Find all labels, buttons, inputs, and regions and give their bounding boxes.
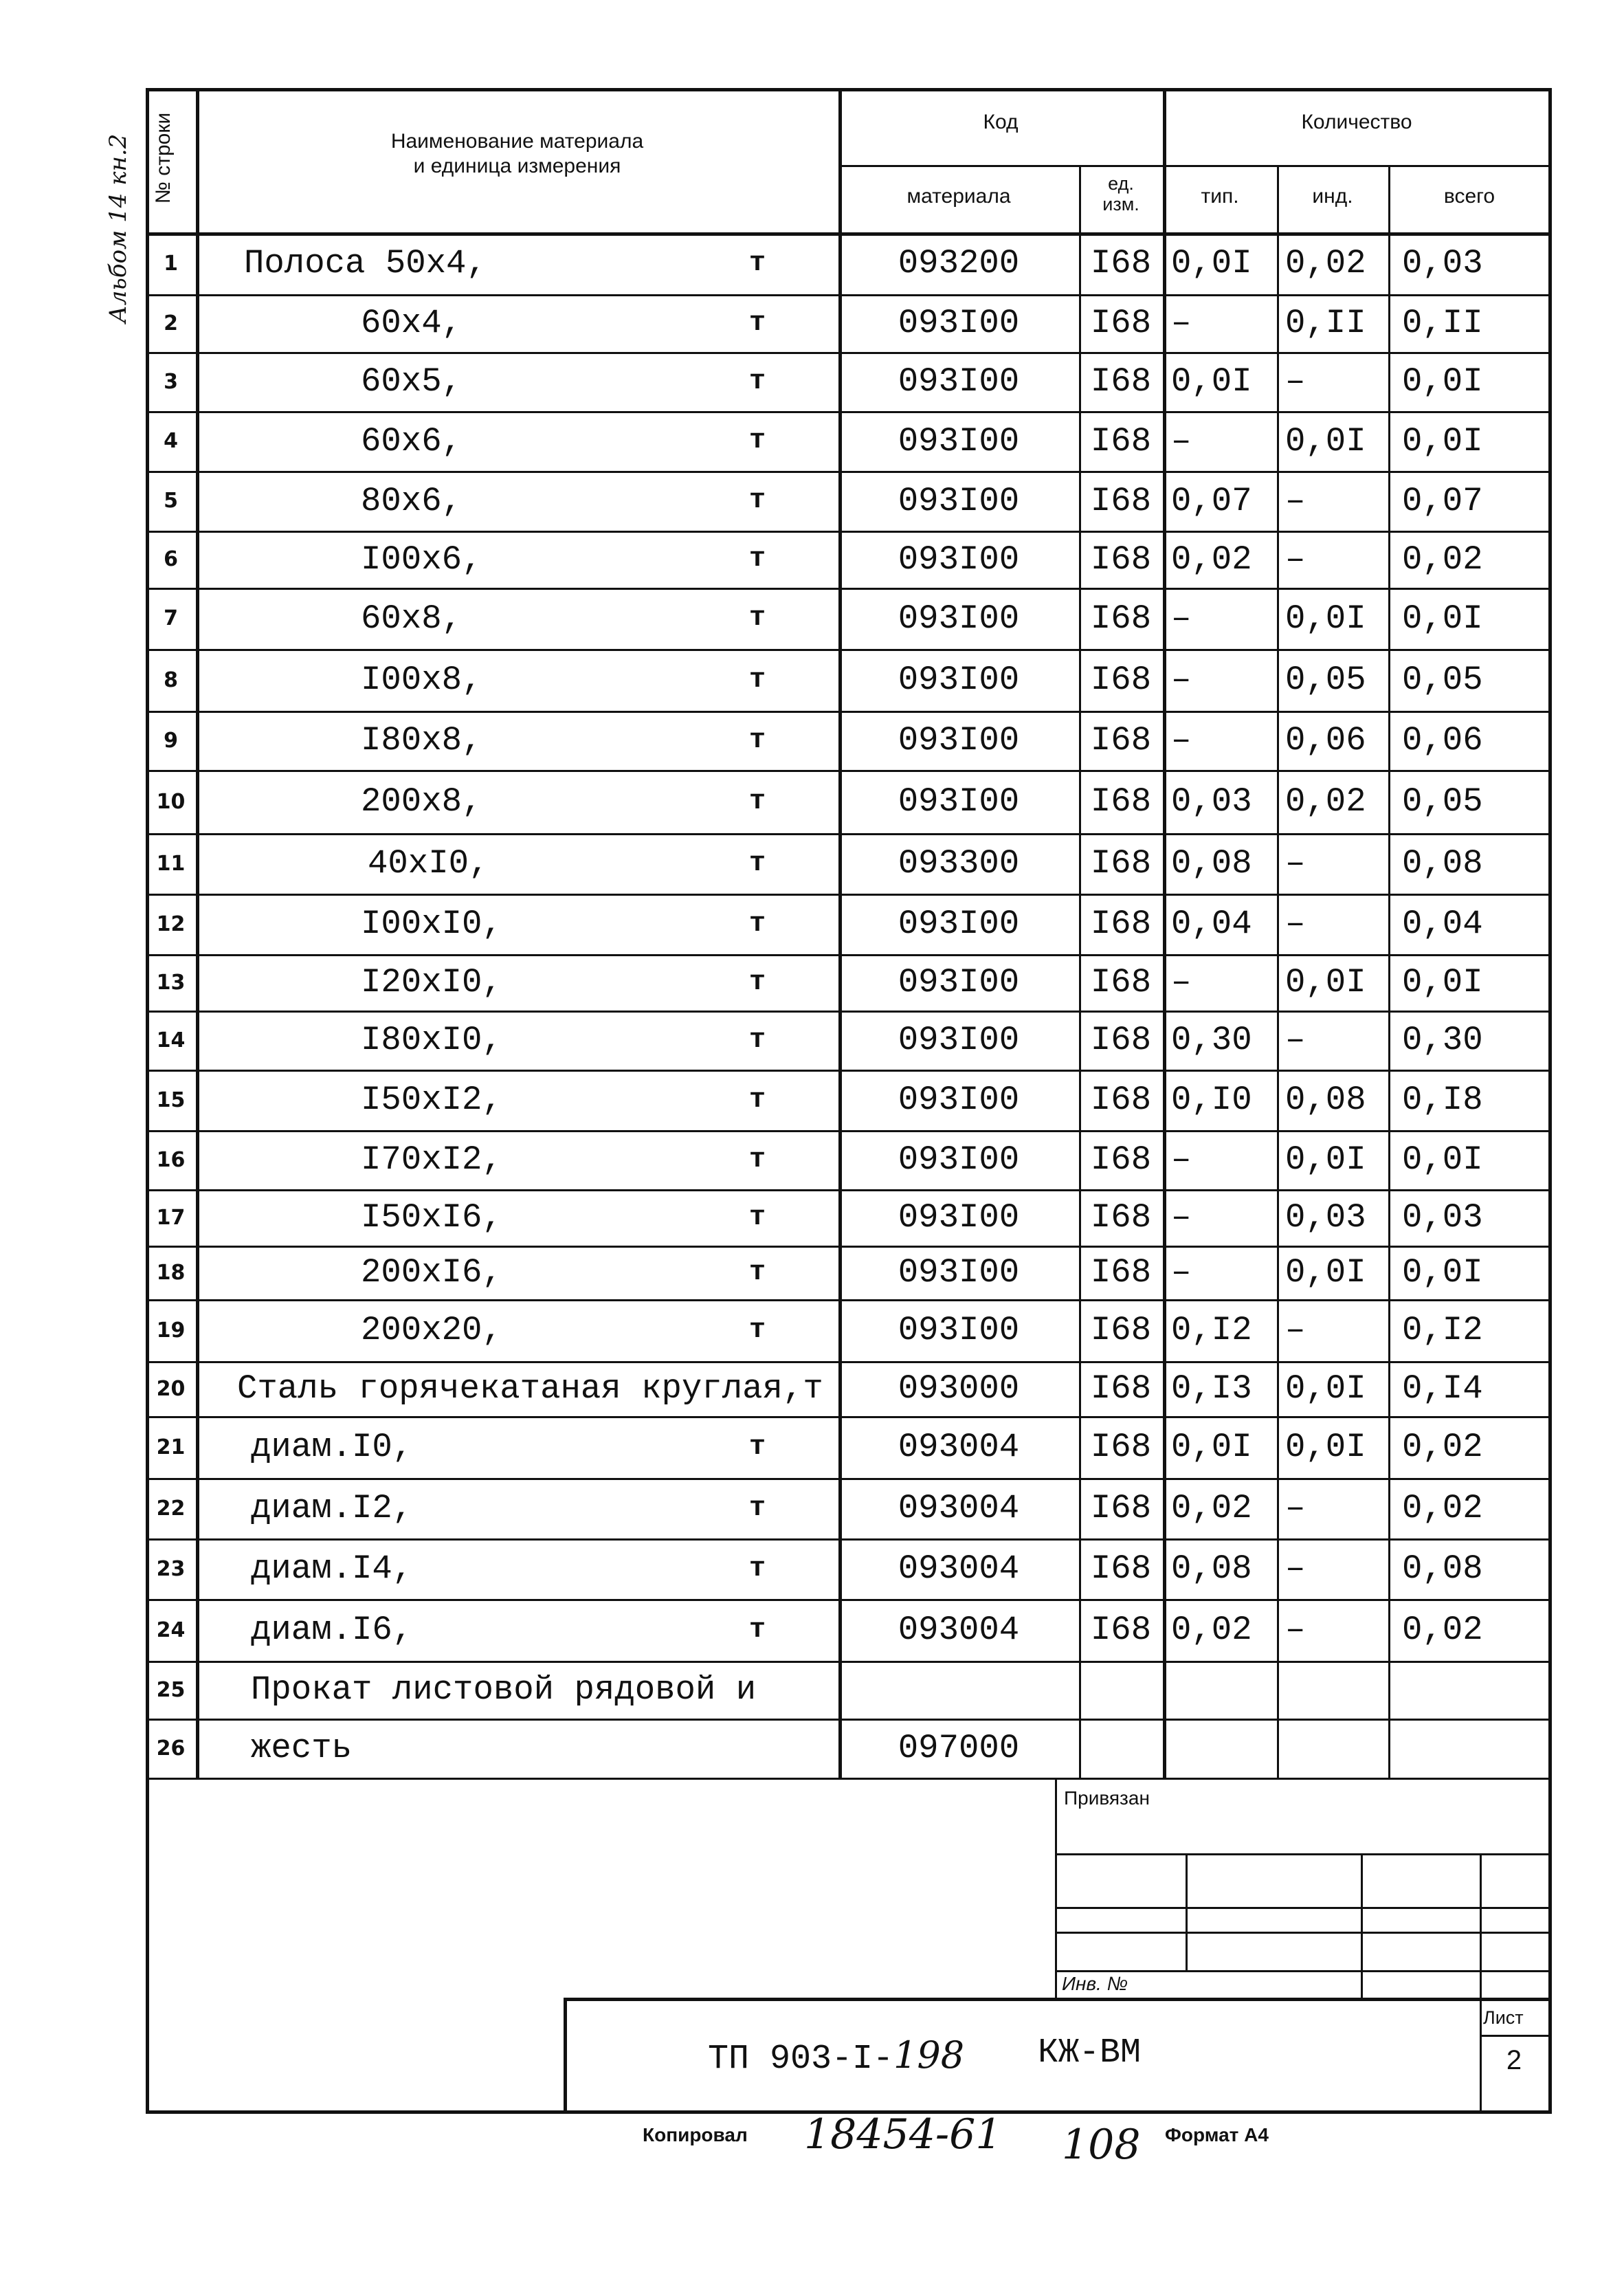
quantity-total: 0,02: [1402, 1611, 1483, 1649]
header-name: Наименование материала и единица измерения: [390, 130, 644, 177]
sheet-number: 2: [1506, 2045, 1522, 2075]
quantity-ind: 0,0I: [1285, 599, 1366, 638]
material-code: 093I00: [898, 599, 1020, 638]
material-code: 093I00: [898, 1198, 1020, 1237]
quantity-total: 0,05: [1402, 661, 1483, 699]
row-number: 26: [156, 1736, 186, 1760]
quantity-ind: 0,0I: [1285, 421, 1366, 461]
material-code: 093I00: [898, 1311, 1020, 1349]
quantity-typ: 0,I0: [1171, 1081, 1252, 1119]
unit-letter: т: [749, 1202, 766, 1233]
unit-letter: т: [749, 485, 766, 516]
material-name: жесть: [251, 1729, 353, 1767]
unit-letter: т: [749, 1084, 766, 1116]
header-typ: тип.: [1201, 185, 1239, 208]
quantity-typ: [1163, 1661, 1285, 1719]
unit-letter: т: [749, 544, 766, 575]
quantity-typ: –: [1171, 1198, 1192, 1237]
header-code: Код: [983, 111, 1019, 133]
unit-code: I68: [1090, 1428, 1152, 1466]
quantity-ind: –: [1285, 481, 1306, 520]
unit-letter: [749, 1361, 790, 1416]
material-code: 093I00: [898, 1081, 1020, 1119]
row-number: 23: [156, 1556, 186, 1581]
quantity-total: 0,08: [1402, 844, 1483, 883]
unit-code: I68: [1090, 362, 1152, 401]
quantity-typ: –: [1171, 599, 1192, 638]
unit-letter: [749, 1661, 790, 1719]
unit-letter: т: [749, 1431, 766, 1463]
unit-letter: т: [749, 307, 766, 339]
unit-letter: т: [749, 1614, 766, 1646]
quantity-typ: 0,04: [1171, 905, 1252, 943]
material-name: 80х6,: [361, 481, 463, 520]
quantity-typ: –: [1171, 1253, 1192, 1292]
material-name: I50хI6,: [361, 1198, 502, 1237]
material-name: Полоса 50х4,: [244, 244, 487, 283]
row-number: 1: [164, 251, 178, 276]
material-code: 093I00: [898, 362, 1020, 401]
document-code-number: 198: [893, 2033, 965, 2077]
unit-code: I68: [1090, 963, 1152, 1002]
material-name: 40хI0,: [368, 844, 489, 883]
quantity-ind: 0,02: [1285, 782, 1366, 821]
material-code: 093I00: [898, 905, 1020, 943]
material-name: 200х20,: [361, 1311, 502, 1349]
quantity-ind: –: [1285, 1611, 1306, 1649]
quantity-typ: 0,I2: [1171, 1311, 1252, 1349]
row-number: 20: [156, 1376, 186, 1401]
quantity-total: 0,II: [1402, 304, 1483, 342]
bound-label: Привязан: [1064, 1787, 1150, 1809]
row-number: 12: [156, 912, 186, 936]
unit-code: I68: [1090, 844, 1152, 883]
album-note: Альбом 14 кн.2: [104, 133, 132, 323]
quantity-ind: –: [1285, 362, 1306, 401]
quantity-typ: 0,07: [1171, 481, 1252, 520]
row-number: 10: [156, 789, 186, 814]
unit-letter: т: [749, 967, 766, 998]
row-number: 22: [156, 1496, 186, 1521]
header-total: всего: [1443, 185, 1495, 208]
material-name: Сталь горячекатаная круглая,т: [237, 1369, 823, 1408]
unit-letter: т: [749, 664, 766, 696]
quantity-total: 0,0I: [1402, 599, 1483, 638]
quantity-ind: 0,0I: [1285, 1428, 1366, 1466]
unit-code: I68: [1090, 1253, 1152, 1292]
row-number: 5: [164, 489, 178, 513]
material-name: диам.I4,: [251, 1549, 413, 1588]
quantity-ind: [1277, 1719, 1397, 1778]
unit-code: I68: [1090, 905, 1152, 943]
quantity-total: 0,30: [1402, 1021, 1483, 1059]
quantity-typ: 0,0I: [1171, 1428, 1252, 1466]
quantity-typ: –: [1171, 1140, 1192, 1179]
unit-letter: т: [749, 1553, 766, 1585]
quantity-typ: 0,I3: [1171, 1369, 1252, 1408]
unit-code: I68: [1090, 1611, 1152, 1649]
quantity-ind: –: [1285, 905, 1306, 943]
row-number: 19: [156, 1318, 186, 1343]
copied-number: 18454-61: [804, 2110, 1002, 2159]
quantity-total: 0,05: [1402, 782, 1483, 821]
unit-letter: т: [749, 366, 766, 397]
material-code: 093200: [898, 244, 1020, 283]
material-code: 093I00: [898, 481, 1020, 520]
material-name: I80х8,: [361, 721, 482, 760]
document-mark: КЖ-ВМ: [1038, 2033, 1142, 2073]
unit-code: I68: [1090, 1021, 1152, 1059]
unit-letter: т: [749, 848, 766, 879]
row-number: 18: [156, 1260, 186, 1285]
unit-code: I68: [1090, 1549, 1152, 1588]
quantity-ind: 0,0I: [1285, 1369, 1366, 1408]
quantity-total: 0,03: [1402, 1198, 1483, 1237]
quantity-typ: –: [1171, 721, 1192, 760]
inv-label: Инв. №: [1062, 1973, 1128, 1994]
quantity-typ: [1163, 1719, 1285, 1778]
quantity-total: 0,0I: [1402, 963, 1483, 1002]
unit-code: I68: [1090, 540, 1152, 579]
unit-code: I68: [1090, 661, 1152, 699]
row-number: 8: [164, 667, 178, 692]
quantity-ind: [1277, 1661, 1397, 1719]
row-number: 3: [164, 369, 178, 394]
unit-letter: т: [749, 725, 766, 756]
quantity-typ: 0,30: [1171, 1021, 1252, 1059]
unit-letter: т: [749, 247, 766, 279]
sheet-handwritten: 108: [1062, 2121, 1141, 2169]
material-code: 093004: [898, 1489, 1020, 1527]
quantity-total: 0,0I: [1402, 421, 1483, 461]
material-name: I00хI0,: [361, 905, 502, 943]
quantity-ind: 0,05: [1285, 661, 1366, 699]
row-number: 13: [156, 970, 186, 995]
material-code: 093I00: [898, 721, 1020, 760]
material-code: [838, 1661, 1079, 1719]
quantity-total: 0,0I: [1402, 1253, 1483, 1292]
material-name: 200х8,: [361, 782, 482, 821]
unit-letter: т: [749, 908, 766, 940]
quantity-total: 0,0I: [1402, 362, 1483, 401]
row-separator: [146, 1778, 1552, 1780]
quantity-ind: 0,03: [1285, 1198, 1366, 1237]
material-code: 097000: [898, 1729, 1020, 1767]
quantity-total: 0,I8: [1402, 1081, 1483, 1119]
material-name: Прокат листовой рядовой и: [251, 1670, 757, 1709]
unit-letter: т: [749, 1492, 766, 1524]
material-name: I80хI0,: [361, 1021, 502, 1059]
unit-code: I68: [1090, 481, 1152, 520]
quantity-typ: –: [1171, 661, 1192, 699]
quantity-ind: 0,0I: [1285, 963, 1366, 1002]
quantity-total: 0,04: [1402, 905, 1483, 943]
material-code: 093I00: [898, 540, 1020, 579]
quantity-typ: 0,08: [1171, 844, 1252, 883]
material-code: 093000: [898, 1369, 1020, 1408]
quantity-typ: 0,0I: [1171, 362, 1252, 401]
quantity-total: 0,02: [1402, 1489, 1483, 1527]
unit-code: [1079, 1661, 1163, 1719]
unit-code: I68: [1090, 721, 1152, 760]
material-code: 093I00: [898, 421, 1020, 461]
material-code: 093I00: [898, 782, 1020, 821]
quantity-ind: –: [1285, 1021, 1306, 1059]
row-number: 2: [164, 311, 178, 335]
row-number: 6: [164, 547, 178, 571]
material-name: диам.I0,: [251, 1428, 413, 1466]
material-code: 093300: [898, 844, 1020, 883]
unit-code: I68: [1090, 599, 1152, 638]
quantity-ind: 0,06: [1285, 721, 1366, 760]
unit-letter: т: [749, 1257, 766, 1288]
material-code: 093004: [898, 1611, 1020, 1649]
quantity-typ: –: [1171, 963, 1192, 1002]
unit-letter: т: [749, 1024, 766, 1056]
document-code-prefix: ТП 903-I-: [708, 2040, 894, 2079]
header-ind: инд.: [1312, 185, 1353, 208]
quantity-total: [1388, 1661, 1562, 1719]
format-label: Формат А4: [1165, 2124, 1269, 2145]
material-name: 60х5,: [361, 362, 463, 401]
material-name: I70хI2,: [361, 1140, 502, 1179]
quantity-total: 0,I2: [1402, 1311, 1483, 1349]
unit-letter: т: [749, 786, 766, 817]
copied-label: Копировал: [643, 2124, 748, 2145]
quantity-total: [1388, 1719, 1562, 1778]
material-code: 093I00: [898, 963, 1020, 1002]
header-material: материала: [906, 185, 1011, 208]
material-name: 200хI6,: [361, 1253, 502, 1292]
quantity-total: 0,0I: [1402, 1140, 1483, 1179]
quantity-total: 0,03: [1402, 244, 1483, 283]
document-code: [708, 2033, 964, 2079]
material-code: 093004: [898, 1549, 1020, 1588]
sheet-label: Лист: [1483, 2007, 1524, 2028]
unit-code: I68: [1090, 1140, 1152, 1179]
material-name: I00х6,: [361, 540, 482, 579]
quantity-typ: 0,02: [1171, 540, 1252, 579]
row-number: 15: [156, 1088, 186, 1112]
quantity-total: 0,08: [1402, 1549, 1483, 1588]
unit-code: I68: [1090, 1489, 1152, 1527]
material-name: диам.I6,: [251, 1611, 413, 1649]
unit-code: I68: [1090, 304, 1152, 342]
row-number: 25: [156, 1677, 186, 1702]
material-code: 093I00: [898, 1140, 1020, 1179]
material-code: 093004: [898, 1428, 1020, 1466]
row-number: 21: [156, 1435, 186, 1459]
quantity-total: 0,07: [1402, 481, 1483, 520]
quantity-ind: 0,II: [1285, 304, 1366, 342]
unit-code: I68: [1090, 244, 1152, 283]
quantity-total: 0,02: [1402, 540, 1483, 579]
unit-code: I68: [1090, 1198, 1152, 1237]
unit-code: I68: [1090, 1311, 1152, 1349]
unit-letter: [749, 1719, 790, 1778]
row-number: 16: [156, 1147, 186, 1172]
row-number: 24: [156, 1618, 186, 1642]
quantity-ind: –: [1285, 844, 1306, 883]
material-name: I00х8,: [361, 661, 482, 699]
quantity-typ: 0,02: [1171, 1489, 1252, 1527]
quantity-ind: 0,02: [1285, 244, 1366, 283]
row-number: 11: [156, 851, 186, 876]
quantity-total: 0,06: [1402, 721, 1483, 760]
row-number: 17: [156, 1205, 186, 1230]
quantity-ind: 0,08: [1285, 1081, 1366, 1119]
unit-code: I68: [1090, 782, 1152, 821]
material-code: 093I00: [898, 1253, 1020, 1292]
material-name: I50хI2,: [361, 1081, 502, 1119]
unit-code: I68: [1090, 1081, 1152, 1119]
unit-letter: т: [749, 603, 766, 634]
unit-letter: т: [749, 426, 766, 456]
quantity-ind: –: [1285, 1311, 1306, 1349]
unit-code: [1079, 1719, 1163, 1778]
quantity-ind: 0,0I: [1285, 1140, 1366, 1179]
material-name: 60х4,: [361, 304, 463, 342]
quantity-total: 0,02: [1402, 1428, 1483, 1466]
row-number: 9: [164, 728, 178, 753]
header-unit: ед. изм.: [1102, 173, 1139, 214]
row-number: 14: [156, 1028, 186, 1052]
unit-code: I68: [1090, 421, 1152, 461]
material-code: 093I00: [898, 1021, 1020, 1059]
quantity-typ: –: [1171, 304, 1192, 342]
row-number: 7: [164, 606, 178, 630]
unit-code: I68: [1090, 1369, 1152, 1408]
header-quantity: Количество: [1301, 111, 1412, 133]
material-code: 093I00: [898, 304, 1020, 342]
quantity-total: 0,I4: [1402, 1369, 1483, 1408]
quantity-typ: 0,03: [1171, 782, 1252, 821]
material-name: 60х6,: [361, 421, 463, 461]
quantity-ind: 0,0I: [1285, 1253, 1366, 1292]
unit-letter: т: [749, 1144, 766, 1175]
quantity-ind: –: [1285, 540, 1306, 579]
unit-letter: т: [749, 1314, 766, 1346]
quantity-typ: 0,08: [1171, 1549, 1252, 1588]
material-name: диам.I2,: [251, 1489, 413, 1527]
quantity-typ: 0,02: [1171, 1611, 1252, 1649]
material-code: 093I00: [898, 661, 1020, 699]
header-row-no: № строки: [152, 112, 175, 204]
material-name: I20хI0,: [361, 963, 502, 1002]
quantity-typ: –: [1171, 421, 1192, 461]
quantity-typ: 0,0I: [1171, 244, 1252, 283]
material-name: 60х8,: [361, 599, 463, 638]
quantity-ind: –: [1285, 1549, 1306, 1588]
row-number: 4: [164, 429, 178, 453]
quantity-ind: –: [1285, 1489, 1306, 1527]
